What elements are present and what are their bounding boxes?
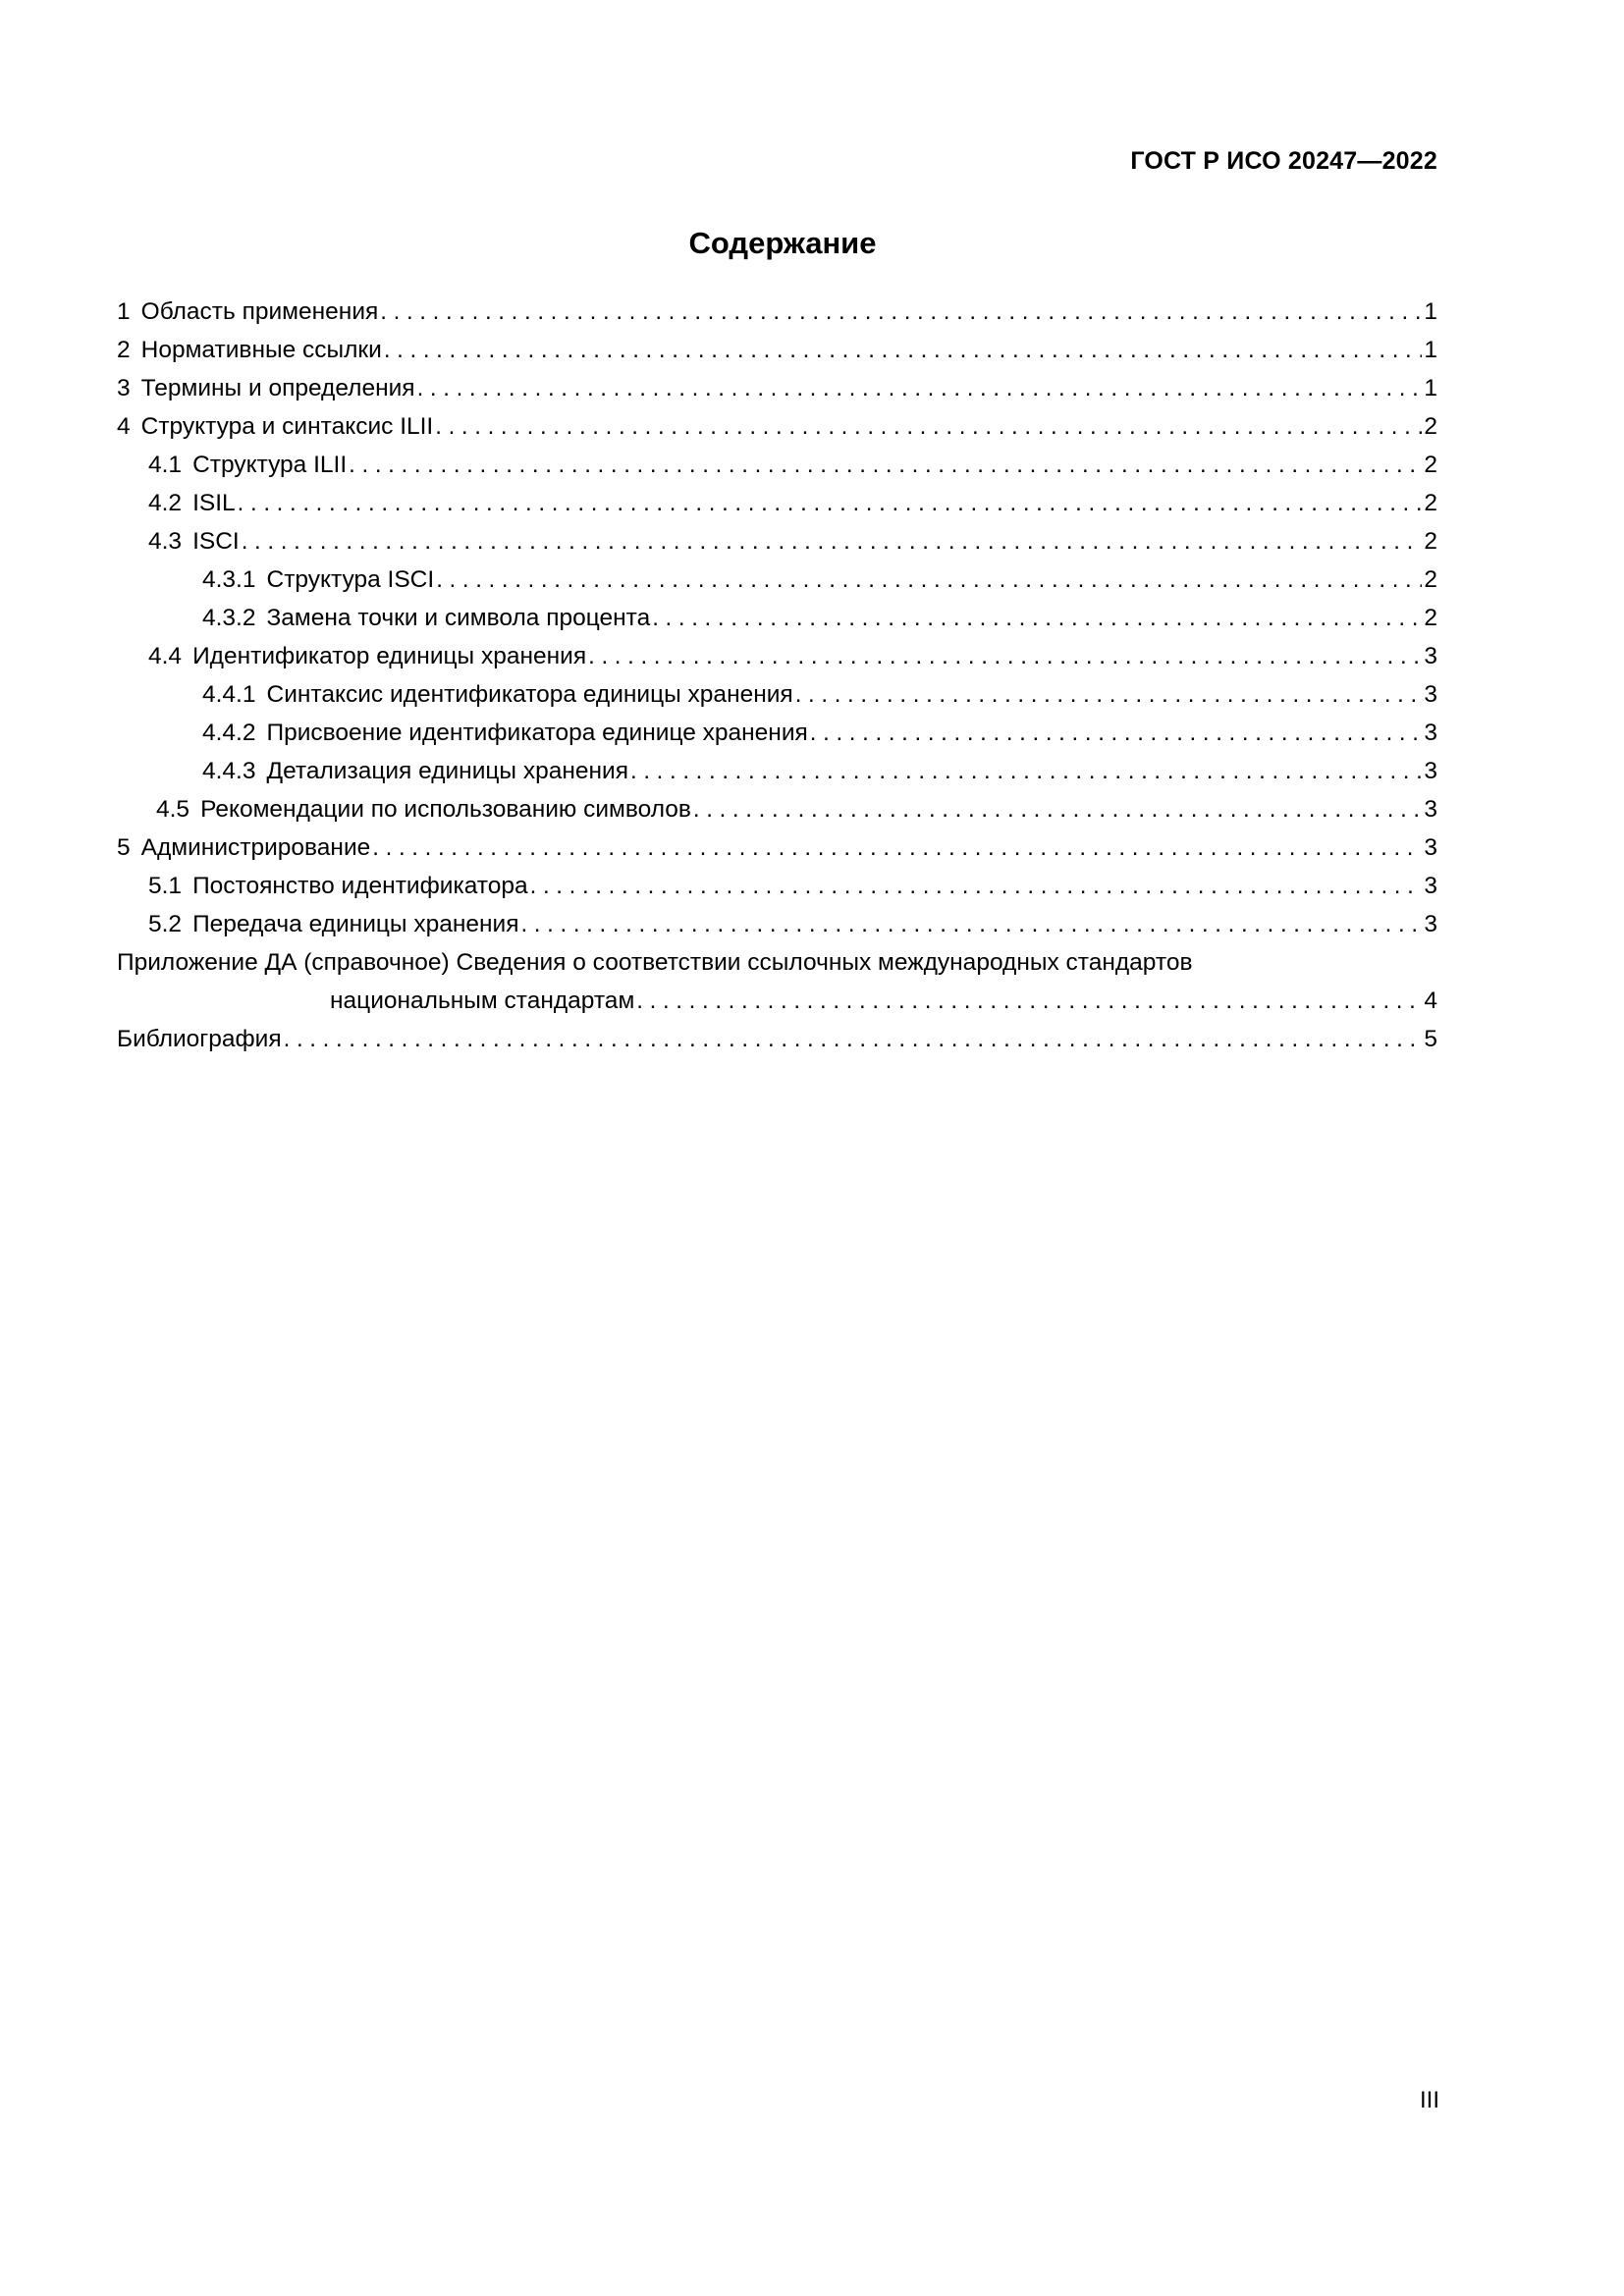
toc-leader-dots — [652, 599, 1422, 637]
toc-leader-dots — [242, 522, 1423, 561]
toc-entry-page: 2 — [1424, 566, 1437, 593]
toc-entry-number: 4.3.1 — [202, 566, 256, 593]
toc-leader-dots — [530, 867, 1423, 905]
toc-entry-title: Нормативные ссылки — [140, 337, 382, 363]
toc-entry-title: ISCI — [192, 528, 240, 555]
toc-entry[interactable] — [117, 637, 1437, 675]
toc-entry-title: Библиография — [117, 1026, 282, 1052]
toc-entry-number: 1 — [117, 298, 131, 325]
toc-annex-title-line1: Приложение ДА (справочное) Сведения о соответствии ссылочных международных стандартов — [117, 949, 1193, 976]
toc-entry-page: 4 — [1424, 988, 1437, 1014]
toc-entry-page: 2 — [1424, 490, 1437, 516]
toc-leader-dots — [588, 637, 1422, 675]
toc-entry[interactable] — [117, 752, 1437, 790]
toc-entry[interactable] — [117, 905, 1437, 943]
toc-entry-page: 3 — [1424, 758, 1437, 784]
toc-leader-dots — [238, 484, 1423, 522]
toc-leader-dots — [349, 446, 1422, 484]
toc-entry-title: Замена точки и символа процента — [266, 605, 651, 631]
toc-leader-dots — [380, 293, 1422, 331]
toc-entry-number: 4.3.2 — [202, 605, 256, 631]
toc-entry-title: Структура ILII — [192, 452, 348, 478]
toc-entry-title: Детализация единицы хранения — [266, 758, 628, 784]
toc-entry[interactable] — [117, 446, 1437, 484]
toc-entry-number: 5.2 — [148, 911, 183, 937]
toc-entry[interactable] — [117, 484, 1437, 522]
toc-leader-dots — [436, 561, 1422, 599]
table-of-contents — [117, 293, 1437, 1058]
toc-entry-number: 5 — [117, 834, 131, 861]
toc-leader-dots — [636, 982, 1422, 1020]
toc-entry-page: 3 — [1424, 720, 1437, 746]
toc-entry-page: 3 — [1424, 873, 1437, 899]
toc-entry-page: 1 — [1424, 298, 1437, 325]
toc-entry-title: Идентификатор единицы хранения — [192, 643, 587, 669]
toc-entry-title: Присвоение идентификатора единице хранения — [266, 720, 808, 746]
toc-entry-title: Передача единицы хранения — [192, 911, 519, 937]
toc-entry-title: Рекомендации по использованию символов — [200, 796, 691, 823]
toc-leader-dots — [795, 675, 1423, 714]
toc-leader-dots — [630, 752, 1422, 790]
toc-entry-title: Синтаксис идентификатора единицы хранения — [266, 681, 793, 708]
toc-leader-dots — [384, 331, 1423, 369]
toc-entry-number: 4 — [117, 413, 131, 440]
toc-entry-page: 2 — [1424, 528, 1437, 555]
toc-entry[interactable] — [117, 369, 1437, 407]
toc-entry[interactable] — [117, 331, 1437, 369]
toc-entry-number: 4.4 — [148, 643, 183, 669]
toc-entry-page: 1 — [1424, 375, 1437, 401]
toc-entry-page: 2 — [1424, 413, 1437, 440]
toc-entry-title: Администрирование — [140, 834, 371, 861]
toc-entry-page: 3 — [1424, 911, 1437, 937]
toc-entry-number: 3 — [117, 375, 131, 401]
toc-entry-page: 2 — [1424, 605, 1437, 631]
document-code: ГОСТ Р ИСО 20247—2022 — [1130, 147, 1437, 175]
toc-entry-title: ISIL — [192, 490, 236, 516]
toc-bibliography-entry[interactable] — [117, 1020, 1437, 1058]
toc-annex-entry[interactable] — [117, 943, 1437, 1020]
toc-entry[interactable] — [117, 675, 1437, 714]
toc-entry[interactable] — [117, 293, 1437, 331]
toc-entry-title: Структура и синтаксис ILII — [140, 413, 434, 440]
toc-entry-title: Структура ISCI — [266, 566, 435, 593]
toc-entry[interactable] — [117, 828, 1437, 867]
toc-entry[interactable] — [117, 867, 1437, 905]
toc-entry-number: 4.2 — [148, 490, 183, 516]
toc-entry-number: 4.5 — [156, 796, 190, 823]
toc-entry-number: 4.3 — [148, 528, 183, 555]
toc-entry-number: 2 — [117, 337, 131, 363]
toc-leader-dots — [435, 407, 1422, 446]
toc-entry-page: 2 — [1424, 452, 1437, 478]
toc-entry-page: 1 — [1424, 337, 1437, 363]
page-number: III — [1419, 2087, 1439, 2113]
toc-entry-page: 3 — [1424, 796, 1437, 823]
toc-entry-page: 3 — [1424, 834, 1437, 861]
toc-leader-dots — [810, 714, 1423, 752]
toc-entry-page: 3 — [1424, 643, 1437, 669]
toc-entry-title: Термины и определения — [140, 375, 415, 401]
toc-entry[interactable] — [117, 561, 1437, 599]
toc-entry-title: Постоянство идентификатора — [192, 873, 528, 899]
toc-entry[interactable] — [117, 407, 1437, 446]
toc-entry-number: 4.4.3 — [202, 758, 256, 784]
toc-leader-dots — [693, 790, 1422, 828]
toc-entry-number: 4.4.2 — [202, 720, 256, 746]
toc-leader-dots — [372, 828, 1422, 867]
toc-annex-line2 — [117, 982, 1437, 1020]
toc-entry[interactable] — [117, 522, 1437, 561]
toc-entry-title: Область применения — [140, 298, 379, 325]
toc-leader-dots — [417, 369, 1423, 407]
toc-entry-page: 3 — [1424, 681, 1437, 708]
toc-entry-number: 4.1 — [148, 452, 183, 478]
toc-entry-number: 4.4.1 — [202, 681, 256, 708]
toc-entry[interactable] — [117, 790, 1437, 828]
toc-title: Содержание — [688, 226, 877, 260]
toc-entry-number: 5.1 — [148, 873, 183, 899]
toc-entry[interactable] — [117, 599, 1437, 637]
toc-annex-title-line2: национальным стандартам — [330, 988, 635, 1014]
toc-entry-page: 5 — [1424, 1026, 1437, 1052]
toc-leader-dots — [520, 905, 1422, 943]
toc-leader-dots — [284, 1020, 1423, 1058]
toc-entry[interactable] — [117, 714, 1437, 752]
